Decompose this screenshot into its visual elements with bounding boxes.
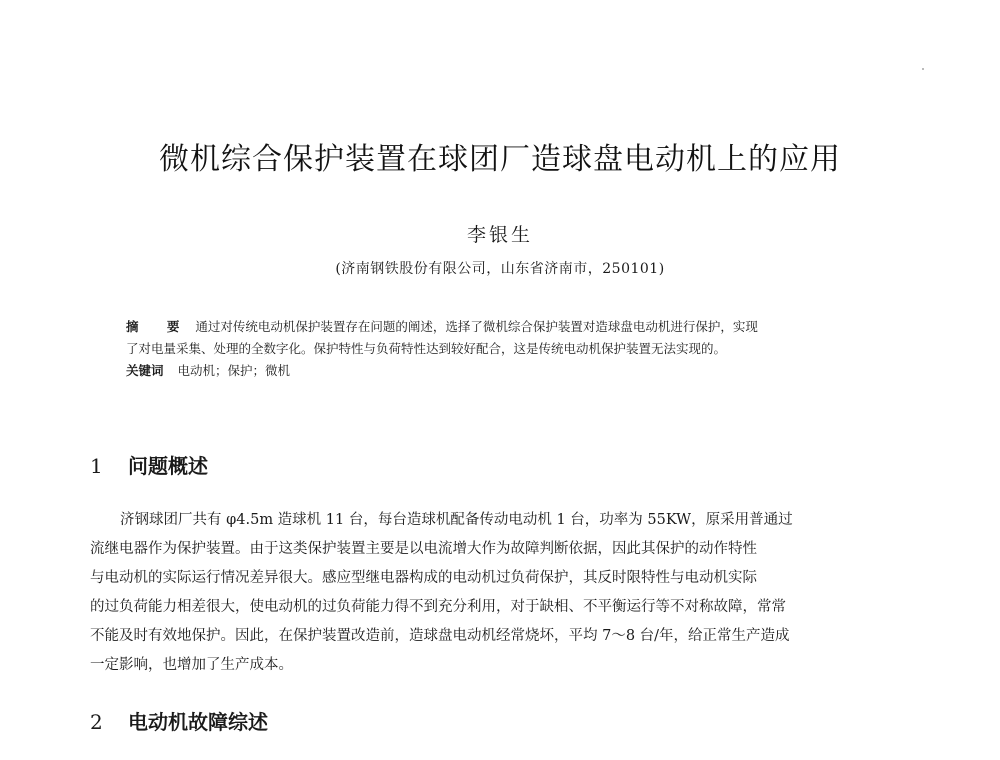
keywords-label: 关键词: [126, 363, 164, 378]
abstract-line: 了对电量采集、处理的全数字化。保护特性与负荷特性达到较好配合，这是传统电动机保护装置无法实现的。: [126, 341, 727, 356]
body-line: 流继电器作为保护装置。由于这类保护装置主要是以电流增大作为故障判断依据，因此其保护的动作特性: [90, 541, 757, 557]
body-line: 一定影响，也增加了生产成本。: [90, 657, 293, 673]
abstract-line: [126, 316, 878, 338]
section-body: [90, 506, 910, 680]
abstract-label: 摘 要: [126, 319, 192, 334]
author-affiliation: (济南钢铁股份有限公司，山东省济南市，250101): [335, 261, 665, 277]
keywords-text: 电动机；保护；微机: [177, 363, 291, 378]
body-line: 与电动机的实际运行情况差异很大。感应型继电器构成的电动机过负荷保护，其反时限特性与电动机实际: [90, 570, 757, 586]
section-title: 问题概述: [128, 454, 208, 478]
section-number: 1: [90, 454, 103, 478]
section-number: 2: [90, 710, 103, 734]
body-line: 济钢球团厂共有 φ4.5m 造球机 11 台，每台造球机配备传动电动机 1 台，功率为 55KW，原采用普通过: [120, 512, 793, 528]
section-title: 电动机故障综述: [128, 710, 268, 734]
body-line: 的过负荷能力相差很大，使电动机的过负荷能力得不到充分利用，对于缺相、不平衡运行等不对称故障，常常: [90, 599, 786, 615]
paper-title: 微机综合保护装置在球团厂造球盘电动机上的应用: [159, 142, 841, 177]
keywords-line: [126, 360, 878, 382]
author-name: 李银生: [466, 224, 533, 246]
scan-speck: [922, 68, 924, 70]
section-heading: [90, 450, 208, 479]
section-heading: [90, 706, 268, 735]
body-line: 不能及时有效地保护。因此，在保护装置改造前，造球盘电动机经常烧坏，平均 7～8 台/年，给正常生产造成: [90, 628, 790, 644]
abstract-block: [126, 316, 878, 382]
abstract-text: 通过对传统电动机保护装置存在问题的阐述，选择了微机综合保护装置对造球盘电动机进行保护，实现: [195, 319, 758, 334]
